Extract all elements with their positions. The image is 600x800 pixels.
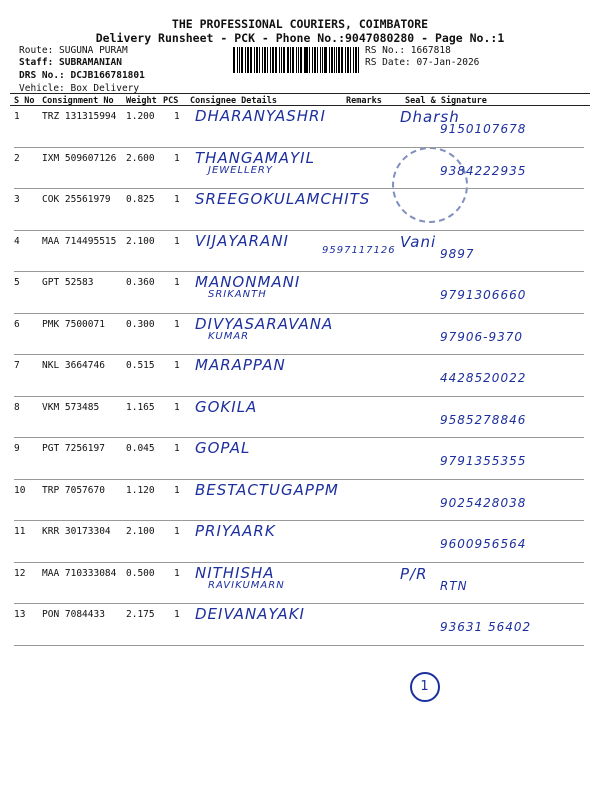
barcode-bar: [241, 47, 244, 73]
barcode-bar: [267, 47, 268, 73]
row-phone: 97906-9370: [440, 329, 524, 344]
barcode-bar: [314, 47, 316, 73]
barcode-bar: [355, 47, 357, 73]
row-weight: 0.500: [126, 567, 155, 579]
row-divider: [14, 188, 584, 189]
barcode-bar: [334, 47, 335, 73]
row-divider: [14, 562, 584, 563]
row-sno: 3: [14, 194, 20, 205]
barcode-bar: [336, 47, 337, 73]
row-weight: 0.300: [126, 318, 155, 330]
barcode-bar: [245, 47, 246, 73]
row-weight: 2.100: [126, 235, 155, 247]
footer-circled-mark: 1: [410, 672, 440, 702]
vehicle-label: Vehicle: Box Delivery: [19, 83, 140, 94]
barcode-bar: [317, 47, 319, 73]
row-pcs: 1: [174, 194, 180, 205]
row-phone: 9585278846: [440, 412, 527, 427]
col-weight: Weight: [126, 96, 157, 106]
row-consignee-name: GOKILA: [195, 397, 258, 416]
row-consignee-name: DEIVANAYAKI: [195, 605, 305, 623]
rs-no-label: RS No.: 1667818: [365, 45, 451, 56]
row-phone: 93631 56402: [440, 620, 532, 634]
row-phone: 9791355355: [440, 454, 527, 468]
row-consignee-name: THANGAMAYIL: [195, 148, 315, 167]
barcode-bar: [345, 47, 346, 73]
row-divider: [14, 354, 584, 355]
row-sno: 5: [14, 277, 20, 288]
row-pcs: 1: [174, 235, 180, 247]
row-phone: 9150107678: [440, 122, 527, 136]
row-consignment: NKL 3664746: [42, 360, 105, 371]
barcode-bar: [305, 47, 308, 73]
barcode-bar: [292, 47, 294, 73]
row-pcs: 1: [174, 609, 180, 620]
row-phone: 9897: [440, 246, 475, 261]
barcode-bar: [254, 47, 255, 73]
row-consignee-name: GOPAL: [195, 439, 251, 457]
barcode-bar: [290, 47, 291, 73]
row-consignee-name: DHARANYASHRI: [195, 107, 326, 125]
barcode-bar: [233, 47, 235, 73]
row-consignee-note: JEWELLERY: [208, 164, 273, 176]
barcode-bar: [259, 47, 260, 73]
barcode-bar: [353, 47, 354, 73]
row-divider: [14, 313, 584, 314]
row-consignee-note: SRIKANTH: [208, 289, 267, 300]
drs-label: DRS No.: DCJB166781801: [19, 70, 145, 81]
row-consignee-note: RAVIKUMARN: [208, 579, 285, 591]
col-remarks: Remarks: [346, 96, 382, 106]
row-pcs: 1: [174, 277, 180, 288]
barcode-bar: [300, 47, 302, 73]
row-sno: 12: [14, 567, 26, 579]
barcode-bar: [272, 47, 275, 73]
row-sno: 6: [14, 318, 20, 330]
barcode-bar: [350, 47, 351, 73]
row-consignment: IXM 509607126: [42, 152, 117, 164]
row-divider: [14, 271, 584, 272]
row-consignee-note: KUMAR: [208, 330, 250, 342]
barcode-bar: [296, 47, 297, 73]
row-divider: [14, 520, 584, 521]
runsheet-title: Delivery Runsheet - PCK - Phone No.:9047080280 - Page No.:1: [95, 31, 505, 45]
row-consignment: PMK 7500071: [42, 318, 105, 330]
barcode-bar: [237, 47, 238, 73]
row-divider: [14, 603, 584, 604]
barcode-bar: [338, 47, 340, 73]
row-consignment: TRZ 131315994: [42, 111, 117, 122]
barcode: [233, 47, 361, 73]
row-divider: [14, 230, 584, 231]
row-pcs: 1: [174, 567, 180, 579]
row-consignee-name: BESTACTUGAPPM: [195, 480, 339, 499]
rs-date-label: RS Date: 07-Jan-2026: [365, 57, 480, 68]
barcode-bar: [320, 47, 321, 73]
barcode-bar: [250, 47, 252, 73]
row-phone: 9791306660: [440, 288, 527, 302]
row-weight: 1.200: [126, 111, 155, 122]
row-pcs: 1: [174, 484, 180, 496]
row-weight: 2.100: [126, 526, 155, 537]
courier-seal-stamp: [392, 147, 468, 223]
barcode-bar: [331, 47, 333, 73]
barcode-bar: [239, 47, 240, 73]
row-weight: 2.600: [126, 152, 155, 164]
row-weight: 1.120: [126, 484, 155, 496]
barcode-bar: [270, 47, 271, 73]
barcode-bar: [322, 47, 323, 73]
row-phone: RTN: [440, 578, 468, 593]
row-sno: 9: [14, 443, 20, 454]
row-weight: 1.165: [126, 401, 155, 413]
row-divider: [14, 437, 584, 438]
barcode-bar: [358, 47, 359, 73]
row-consignee-name: VIJAYARANI: [195, 231, 289, 250]
barcode-bar: [341, 47, 343, 73]
barcode-bar: [298, 47, 299, 73]
row-weight: 0.515: [126, 360, 155, 371]
row-divider: [14, 396, 584, 397]
header-rule-top: [10, 93, 590, 94]
row-sno: 13: [14, 609, 26, 620]
row-weight: 0.360: [126, 277, 155, 288]
row-consignee-name: SREEGOKULAMCHITS: [195, 190, 371, 208]
col-consignee: Consignee Details: [190, 96, 277, 106]
row-divider: [14, 479, 584, 480]
barcode-bar: [264, 47, 266, 73]
col-seal: Seal & Signature: [405, 96, 487, 106]
row-consignment: PON 7084433: [42, 609, 105, 620]
row-weight: 0.825: [126, 194, 155, 205]
row-phone: 9384222935: [440, 163, 527, 178]
row-consignment: MAA 710333084: [42, 567, 117, 579]
col-consignment: Consignment No: [42, 96, 114, 106]
row-consignment: MAA 714495515: [42, 235, 117, 247]
row-divider: [14, 645, 584, 646]
row-sno: 11: [14, 526, 26, 537]
row-consignment: GPT 52583: [42, 277, 94, 288]
barcode-bar: [309, 47, 310, 73]
company-title: THE PROFESSIONAL COURIERS, COIMBATORE: [171, 17, 429, 31]
row-pcs: 1: [174, 443, 180, 454]
barcode-bar: [281, 47, 282, 73]
row-pcs: 1: [174, 318, 180, 330]
row-consignee-name: DIVYASARAVANA: [195, 314, 334, 333]
row-consignee-name: MARAPPAN: [195, 356, 286, 374]
staff-label: Staff: SUBRAMANIAN: [19, 57, 122, 68]
row-phone: 4428520022: [440, 371, 527, 385]
row-weight: 0.045: [126, 443, 155, 454]
row-consignee-name: MANONMANI: [195, 273, 301, 291]
barcode-bar: [283, 47, 285, 73]
row-consignment: COK 25561979: [42, 194, 111, 205]
row-signature: P/R: [400, 564, 428, 583]
row-sno: 4: [14, 235, 20, 247]
row-sno: 8: [14, 401, 20, 413]
row-pcs: 1: [174, 111, 180, 122]
barcode-bar: [329, 47, 330, 73]
route-label: Route: SUGUNA PURAM: [19, 45, 128, 56]
row-consignment: VKM 573485: [42, 401, 100, 413]
row-phone: 9600956564: [440, 537, 527, 551]
row-consignee-name: NITHISHA: [195, 563, 275, 582]
col-sno: S No: [14, 96, 35, 106]
barcode-bar: [304, 47, 305, 73]
row-sno: 2: [14, 152, 20, 164]
barcode-bar: [256, 47, 259, 73]
barcode-bar: [324, 47, 327, 73]
row-consignee-note: 9597117126: [322, 244, 396, 256]
row-pcs: 1: [174, 401, 180, 413]
row-consignment: PGT 7256197: [42, 443, 105, 454]
barcode-bar: [275, 47, 277, 73]
row-consignee-name: PRIYAARK: [195, 522, 276, 540]
row-divider: [14, 147, 584, 148]
barcode-bar: [312, 47, 313, 73]
row-pcs: 1: [174, 152, 180, 164]
row-pcs: 1: [174, 360, 180, 371]
barcode-bar: [279, 47, 280, 73]
row-consignment: TRP 7057670: [42, 484, 105, 496]
row-sno: 10: [14, 484, 26, 496]
row-pcs: 1: [174, 526, 180, 537]
row-consignment: KRR 30173304: [42, 526, 111, 537]
row-signature: Dharsh: [400, 108, 460, 126]
barcode-bar: [247, 47, 249, 73]
barcode-bar: [262, 47, 263, 73]
row-weight: 2.175: [126, 609, 155, 620]
barcode-bar: [347, 47, 350, 73]
barcode-bar: [287, 47, 290, 73]
row-sno: 7: [14, 360, 20, 371]
row-phone: 9025428038: [440, 495, 527, 510]
col-pcs: PCS: [163, 96, 179, 106]
row-sno: 1: [14, 111, 20, 122]
row-signature: Vani: [400, 232, 437, 251]
